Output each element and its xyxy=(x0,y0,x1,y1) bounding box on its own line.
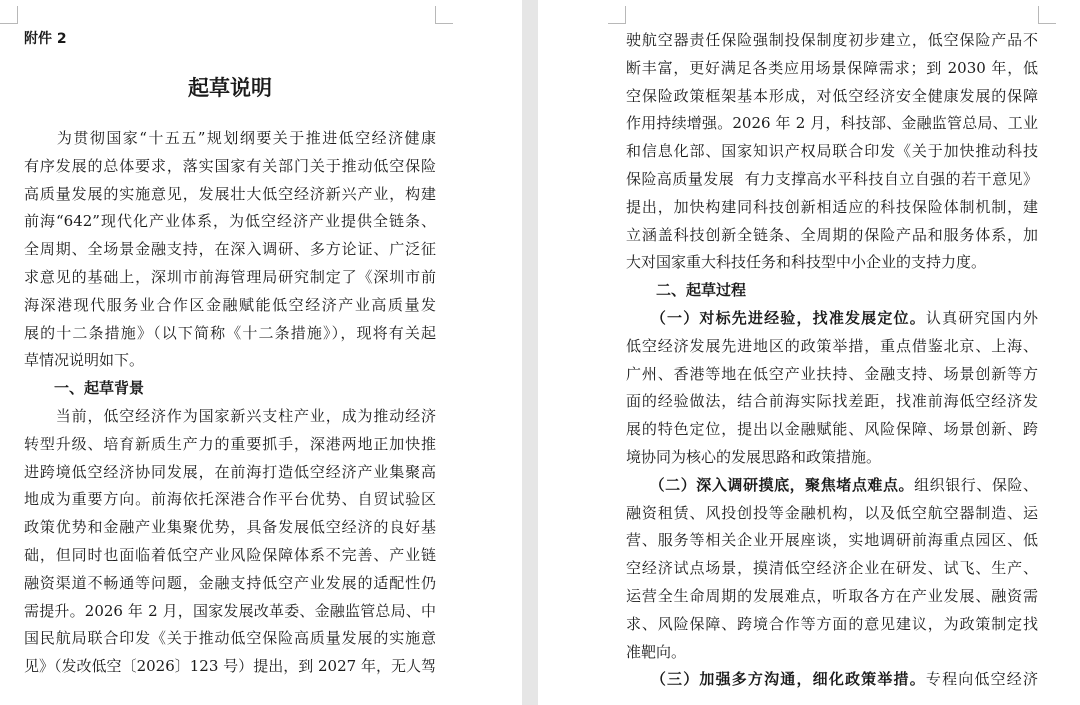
intro-paragraph xyxy=(24,125,436,375)
text-line: 和信息化部、国家知识产权局联合印发《关于加快推动科技 xyxy=(626,142,1038,161)
item-1-title: （一）对标先进经验，找准发展定位。 xyxy=(626,308,926,327)
text-line: 高质量发展的实施意见，发展壮大低空经济新兴产业，构建 xyxy=(24,184,436,203)
text-line: 运营全生命周期的发展难点，听取各方在产业发展、融资需 xyxy=(626,586,1038,605)
item-2-paragraph xyxy=(626,500,1038,667)
corner-crop-mark xyxy=(0,6,18,24)
text-line: 有序发展的总体要求，落实国家有关部门关于推动低空保险 xyxy=(24,156,436,175)
text-line: 空保险政策框架基本形成，对低空经济安全健康发展的保障 xyxy=(626,86,1038,105)
text-line: 立涵盖科技创新全链条、全周期的保险产品和服务体系，加 xyxy=(626,225,1038,244)
section-heading-process: 二、起草过程 xyxy=(626,281,747,300)
text-line: 前海“642”现代化产业体系，为低空经济产业提供全链条、 xyxy=(24,212,436,231)
text-line: 融资渠道不畅通等问题，金融支持低空产业发展的适配性仍 xyxy=(24,573,436,592)
text-line: 广州、香港等地在低空产业扶持、金融支持、场景创新等方 xyxy=(626,364,1038,383)
background-paragraph xyxy=(24,403,436,681)
text-line: 转型升级、培育新质生产力的重要抓手，深港两地正加快推 xyxy=(24,434,436,453)
corner-crop-mark xyxy=(435,6,453,24)
item-1-paragraph xyxy=(626,333,1038,472)
text-line: 进跨境低空经济协同发展，在前海打造低空经济产业集聚高 xyxy=(24,462,436,481)
text-line: 全周期、全场景金融支持，在深入调研、多方论证、广泛征 xyxy=(24,240,436,259)
text-line: 融资租赁、风投创投等金融机构，以及低空航空器制造、运 xyxy=(626,503,1038,522)
section-heading-background: 一、起草背景 xyxy=(24,379,145,398)
text-line: 展的十二条措施》（以下简称《十二条措施》），现将有关起 xyxy=(24,323,436,342)
corner-crop-mark xyxy=(608,6,626,24)
text-line: 需提升。2026 年 2 月，国家发展改革委、金融监管总局、中 xyxy=(24,601,436,620)
text-line: 提出，加快构建同科技创新相适应的科技保险体制机制，建 xyxy=(626,197,1038,216)
document-title: 起草说明 xyxy=(188,76,272,100)
text-line: 见》（发改低空〔2026〕123 号）提出，到 2027 年，无人驾 xyxy=(24,657,436,676)
text-line: 大对国家重大科技任务和科技型中小企业的支持力度。 xyxy=(626,253,987,272)
text-line: 作用持续增强。2026 年 2 月，科技部、金融监管总局、工业 xyxy=(626,114,1038,133)
text-line: 求意见的基础上，深圳市前海管理局研究制定了《深圳市前 xyxy=(24,267,436,286)
page-divider xyxy=(522,0,538,705)
text-line: 空经济试点场景，摸清低空经济企业在研发、试飞、生产、 xyxy=(626,559,1038,578)
item-3-first-line: （三）加强多方沟通，细化政策举措。专程向低空经济 xyxy=(626,670,1038,689)
continued-paragraph xyxy=(626,27,1038,277)
right-document-page xyxy=(538,0,1080,705)
left-document-page xyxy=(0,0,522,705)
text-line: 础，但同时也面临着低空产业风险保障体系不完善、产业链 xyxy=(24,545,436,564)
text-line: 低空经济发展先进地区的政策举措，重点借鉴北京、上海、 xyxy=(626,336,1038,355)
text-line: 保险高质量发展 有力支撑高水平科技自立自强的若干意见》 xyxy=(626,169,1038,188)
text-line: 断丰富，更好满足各类应用场景保障需求；到 2030 年，低 xyxy=(626,58,1038,77)
text-line: 营、服务等相关企业开展座谈，实地调研前海重点园区、低 xyxy=(626,531,1038,550)
text-line: 为贯彻国家“十五五”规划纲要关于推进低空经济健康 xyxy=(24,129,436,147)
text-line: 政策优势和金融产业集聚优势，具备发展低空经济的良好基 xyxy=(24,518,436,537)
item-3-title: （三）加强多方沟通，细化政策举措。 xyxy=(626,670,926,689)
text-line: 草情况说明如下。 xyxy=(24,351,145,370)
corner-crop-mark xyxy=(1038,6,1056,24)
text-line: 求、风险保障、跨境合作等方面的意见建议，为政策制定找 xyxy=(626,614,1038,633)
item-2-title: （二）深入调研摸底，聚焦堵点难点。 xyxy=(626,475,915,494)
text-line: 准靶向。 xyxy=(626,642,687,661)
item-2-first-line: （二）深入调研摸底，聚焦堵点难点。组织银行、保险、 xyxy=(626,475,1038,494)
text-line: 当前，低空经济作为国家新兴支柱产业，成为推动经济 xyxy=(24,406,436,425)
text-line: 面的经验做法，结合前海实际找差距，找准前海低空经济发 xyxy=(626,392,1038,411)
attachment-label: 附件 2 xyxy=(24,31,67,47)
text-line: 驶航空器责任保险强制投保制度初步建立，低空保险产品不 xyxy=(626,31,1038,49)
text-line: 国民航局联合印发《关于推动低空保险高质量发展的实施意 xyxy=(24,629,436,648)
item-1-first-line: （一）对标先进经验，找准发展定位。认真研究国内外 xyxy=(626,308,1038,327)
text-line: 海深港现代服务业合作区金融赋能低空经济产业高质量发 xyxy=(24,295,436,314)
text-line: 地成为重要方向。前海依托深港合作平台优势、自贸试验区 xyxy=(24,490,436,509)
text-line: 境协同为核心的发展思路和政策措施。 xyxy=(626,447,882,466)
text-line: 展的特色定位，提出以金融赋能、风险保障、场景创新、跨 xyxy=(626,420,1038,439)
